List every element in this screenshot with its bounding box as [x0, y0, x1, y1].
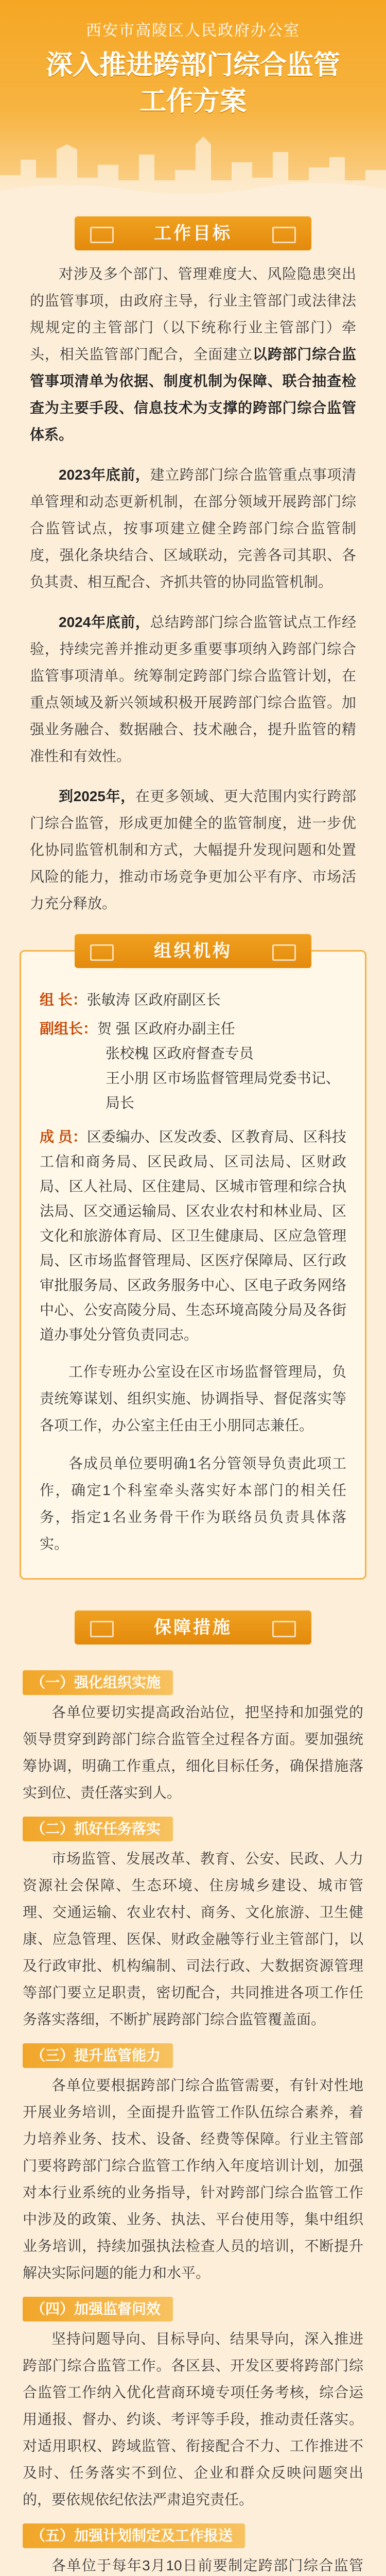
- org-office: 工作专班办公室设在区市场监督管理局，负责统筹谋划、组织实施、协调指导、督促落实等各项工作，办公室主任由王小朋同志兼任。: [40, 1364, 346, 1433]
- header-banner: [0, 0, 386, 201]
- deputy-1: 贺 强 区政府办副主任: [97, 1021, 235, 1037]
- goal-2024: [30, 609, 356, 770]
- org-heading: 组织机构: [75, 934, 311, 968]
- goal-2025-text: 在更多领域、更大范围内实行跨部门综合监管，形成更加健全的监管制度，进一步优化协同监管机制和方式，大幅提升发现问题和处置风险的能力，推动市场竞争更加公平有序、市场活力充分释放。: [30, 788, 356, 911]
- goal-2024-lead: 2024年底前，: [59, 614, 150, 630]
- members-value: 区委编办、区发改委、区教育局、区科技工信和商务局、区民政局、区司法局、区财政局、区人社局、区住建局、区城市管理和综合执法局、区交通运输局、区农业农村和林业局、区文化和旅游体育局、区卫生健康局、区应急管理局、区市场监督管理局、区医疗保障局、区行政审批服务局、区政务服务中心、区电子政务网络中心、公安高陵分局、生态环境高陵分局及各街道办事处分管负责同志。: [40, 1129, 346, 1343]
- measures-heading: 保障措施: [75, 1611, 311, 1645]
- leader-value: 张敏涛 区政府副区长: [86, 992, 221, 1008]
- issuing-org: 西安市高陵区人民政府办公室: [86, 22, 300, 39]
- goals-body: [0, 250, 386, 917]
- measure-5-title: （五）加强计划制定及工作报送: [23, 2523, 245, 2548]
- goals-heading: 工作目标: [75, 216, 311, 250]
- org-members: [40, 1125, 346, 1347]
- measure-3-text: 各单位要根据跨部门综合监管需要，有针对性地开展业务培训，全面提升监管工作队伍综合素养，着力培养业务、技术、设备、经费等保障。行业主管部门要将跨部门综合监管工作纳入年度培训计划，加强对本行业系统的业务指导，针对跨部门综合监管工作中涉及的政策、业务、执法、平台使用等，集中组织业务培训，持续加强执法检查人员的培训，不断提升解决实际问题的能力和水平。: [23, 2077, 363, 2281]
- measure-1-text: 各单位要切实提高政治站位，把坚持和加强党的领导贯穿到跨部门综合监管全过程各方面。要加强统筹协调，明确工作重点，细化目标任务，确保措施落实到位、责任落实到人。: [23, 1704, 363, 1801]
- measure-3-title: （三）提升监管能力: [23, 2043, 173, 2068]
- deputy-label: 副组长：: [40, 1021, 98, 1037]
- members-label: 成 员：: [40, 1129, 87, 1145]
- goals-section: [0, 216, 386, 917]
- measures-body: [0, 1645, 386, 2576]
- measure-4-text: 坚持问题导向、目标导向、结果导向，深入推进跨部门综合监管工作。各区县、开发区要将跨部门综合监管工作纳入优化营商环境专项任务考核，综合运用通报、督办、约谈、考评等手段，推动责任落实。对适用职权、跨域监管、衔接配合不力、工作推进不及时、任务落实不到位、企业和群众反映问题突出的，要依规依纪依法严肃追究责任。: [23, 2331, 363, 2507]
- goal-2023-text: 建立跨部门综合监管重点事项清单管理和动态更新机制，在部分领域开展跨部门综合监管试点，按事项建立健全跨部门综合监管制度，强化条块结合、区域联动，完善各司其职、各负其责、相互配合、齐抓共管的协同监管机制。: [30, 467, 356, 590]
- goal-2023: [30, 462, 356, 596]
- measure-4-title: （四）加强监督问效: [23, 2297, 173, 2321]
- measures-section: [0, 1611, 386, 2576]
- deputy-3: 王小朋 区市场监督管理局党委书记、局长: [106, 1070, 340, 1111]
- measure-2-text: 市场监管、发展改革、教育、公安、民政、人力资源社会保障、生态环境、住房城乡建设、城市管理、交通运输、农业农村、商务、文化旅游、卫生健康、应急管理、医保、财政金融等行业主管部门，以及行政审批、机构编制、司法行政、大数据资源管理等部门要立足职责，密切配合，共同推进各项工作任务落实落细，不断扩展跨部门综合监管覆盖面。: [23, 1851, 363, 2027]
- measure-2-title: （二）抓好任务落实: [23, 1817, 173, 1841]
- title-line-1: 深入推进跨部门综合监管: [45, 50, 340, 80]
- goals-intro-text: 对涉及多个部门、管理难度大、风险隐患突出的监管事项，由政府主导，行业主管部门或法律法规规定的主管部门（以下统称行业主管部门）牵头，相关监管部门配合，全面建立: [30, 266, 356, 362]
- goal-2023-lead: 2023年底前，: [59, 467, 150, 483]
- title-line-2: 工作方案: [139, 87, 247, 116]
- goal-2025-lead: 到2025年，: [59, 788, 135, 804]
- goals-intro: [30, 261, 356, 448]
- city-skyline-illustration: [0, 129, 386, 201]
- measure-5-text: 各单位于每年3月10日前要制定跨部门综合监管: [51, 2557, 363, 2573]
- measure-1-title: （一）强化组织实施: [23, 1670, 173, 1695]
- org-section: [20, 941, 366, 1580]
- leader-label: 组 长：: [40, 992, 87, 1008]
- deputy-2: 张校槐 区政府督查专员: [106, 1045, 254, 1061]
- org-deputy: [40, 1016, 346, 1041]
- page-title: [0, 47, 386, 120]
- org-leader: [40, 988, 346, 1012]
- goal-2024-text: 总结跨部门综合监管试点工作经验，持续完善并推动更多重要事项纳入跨部门综合监管事项清单。统筹制定跨部门综合监管计划，在重点领域及新兴领域积极开展跨部门综合监管。加强业务融合、数据融合、技术融合，提升监管的精准性和有效性。: [30, 614, 356, 764]
- org-contact: 各成员单位要明确1名分管领导负责此项工作，确定1个科室牵头落实好本部门的相关任务，指定1名业务骨干作为联络员负责具体落实。: [40, 1455, 346, 1552]
- goal-2025: [30, 783, 356, 917]
- goals-intro-emphasis: 以跨部门综合监管事项清单为依据、制度机制为保障、联合抽查检查为主要手段、信息技术为支撑的跨部门综合监管体系。: [30, 346, 356, 443]
